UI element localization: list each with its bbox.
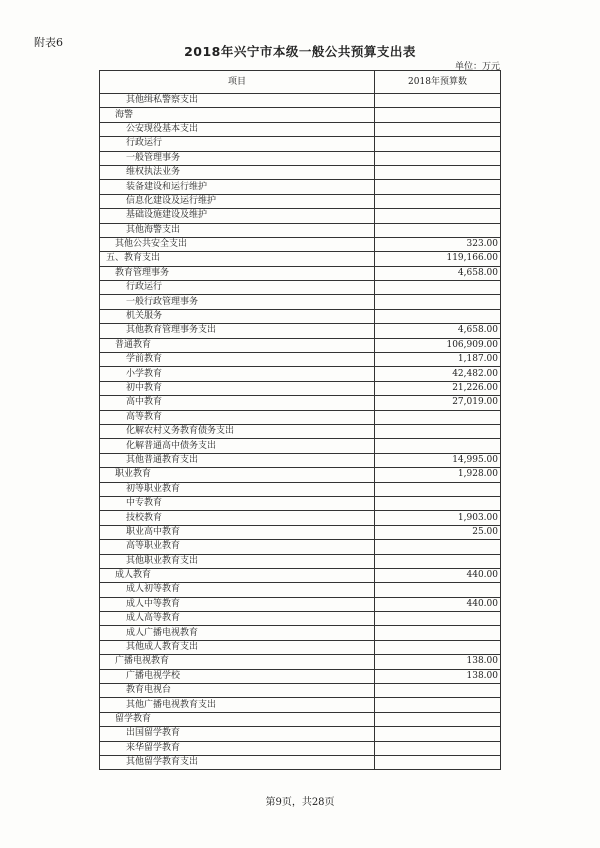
row-item-name: 其他缉私警察支出 (100, 94, 375, 108)
row-budget-value: 4,658.00 (375, 266, 501, 280)
row-item-name: 其他职业教育支出 (100, 554, 375, 568)
row-budget-value: 323.00 (375, 237, 501, 251)
table-row (100, 367, 501, 381)
row-item-name: 教育电视台 (100, 684, 375, 698)
table-row (100, 468, 501, 482)
row-item-name: 普通教育 (100, 338, 375, 352)
row-item-name: 行政运行 (100, 137, 375, 151)
row-item-name: 高等教育 (100, 410, 375, 424)
row-budget-value: 138.00 (375, 669, 501, 683)
table-row (100, 640, 501, 654)
row-budget-value: 138.00 (375, 655, 501, 669)
row-budget-value (375, 180, 501, 194)
row-item-name: 其他成人教育支出 (100, 640, 375, 654)
row-budget-value (375, 684, 501, 698)
row-budget-value (375, 540, 501, 554)
table-row (100, 727, 501, 741)
row-item-name: 小学教育 (100, 367, 375, 381)
table-row (100, 583, 501, 597)
column-header-item: 项目 (100, 71, 375, 94)
row-budget-value (375, 281, 501, 295)
row-budget-value (375, 424, 501, 438)
row-item-name: 技校教育 (100, 511, 375, 525)
row-budget-value (375, 626, 501, 640)
row-item-name: 职业教育 (100, 468, 375, 482)
row-item-name: 高等职业教育 (100, 540, 375, 554)
table-row (100, 237, 501, 251)
row-budget-value (375, 496, 501, 510)
table-row (100, 353, 501, 367)
row-item-name: 其他公共安全支出 (100, 237, 375, 251)
table-row (100, 655, 501, 669)
row-item-name: 其他广播电视教育支出 (100, 698, 375, 712)
table-row (100, 568, 501, 582)
row-budget-value: 119,166.00 (375, 252, 501, 266)
table-row (100, 755, 501, 769)
table-row (100, 453, 501, 467)
table-row (100, 410, 501, 424)
row-budget-value (375, 137, 501, 151)
row-budget-value (375, 482, 501, 496)
row-item-name: 其他海警支出 (100, 223, 375, 237)
table-row (100, 525, 501, 539)
row-budget-value (375, 410, 501, 424)
row-item-name: 初中教育 (100, 381, 375, 395)
table-row (100, 439, 501, 453)
row-budget-value (375, 698, 501, 712)
row-budget-value (375, 122, 501, 136)
row-budget-value (375, 223, 501, 237)
table-row (100, 424, 501, 438)
table-row (100, 151, 501, 165)
row-item-name: 一般行政管理事务 (100, 295, 375, 309)
row-item-name: 行政运行 (100, 281, 375, 295)
table-row (100, 612, 501, 626)
row-budget-value (375, 727, 501, 741)
table-row (100, 338, 501, 352)
row-item-name: 机关服务 (100, 309, 375, 323)
row-item-name: 化解普通高中债务支出 (100, 439, 375, 453)
row-item-name: 化解农村义务教育债务支出 (100, 424, 375, 438)
table-row (100, 223, 501, 237)
row-budget-value (375, 209, 501, 223)
row-budget-value (375, 295, 501, 309)
row-budget-value (375, 94, 501, 108)
row-budget-value: 1,187.00 (375, 353, 501, 367)
row-item-name: 五、教育支出 (100, 252, 375, 266)
table-row (100, 626, 501, 640)
table-row (100, 540, 501, 554)
row-budget-value (375, 583, 501, 597)
row-budget-value: 440.00 (375, 597, 501, 611)
row-item-name: 来华留学教育 (100, 741, 375, 755)
budget-table (99, 70, 501, 770)
row-item-name: 出国留学教育 (100, 727, 375, 741)
page-number: 第9页，共28页 (265, 797, 335, 808)
row-budget-value (375, 194, 501, 208)
row-budget-value: 42,482.00 (375, 367, 501, 381)
table-row (100, 712, 501, 726)
table-row (100, 597, 501, 611)
row-budget-value (375, 554, 501, 568)
row-item-name: 广播电视教育 (100, 655, 375, 669)
table-row (100, 266, 501, 280)
row-budget-value: 1,928.00 (375, 468, 501, 482)
row-item-name: 装备建设和运行维护 (100, 180, 375, 194)
row-item-name: 成人中等教育 (100, 597, 375, 611)
row-budget-value (375, 165, 501, 179)
row-budget-value: 14,995.00 (375, 453, 501, 467)
row-item-name: 学前教育 (100, 353, 375, 367)
row-budget-value (375, 640, 501, 654)
row-item-name: 初等职业教育 (100, 482, 375, 496)
row-item-name: 一般管理事务 (100, 151, 375, 165)
table-row (100, 496, 501, 510)
row-budget-value: 4,658.00 (375, 324, 501, 338)
row-budget-value: 25.00 (375, 525, 501, 539)
row-budget-value: 106,909.00 (375, 338, 501, 352)
row-item-name: 成人教育 (100, 568, 375, 582)
row-item-name: 基础设施建设及维护 (100, 209, 375, 223)
attachment-label: 附表6 (34, 36, 63, 49)
table-row (100, 252, 501, 266)
table-row (100, 741, 501, 755)
row-budget-value: 1,903.00 (375, 511, 501, 525)
table-row (100, 180, 501, 194)
table-row (100, 482, 501, 496)
row-budget-value: 440.00 (375, 568, 501, 582)
row-item-name: 信息化建设及运行维护 (100, 194, 375, 208)
table-row (100, 396, 501, 410)
table-row (100, 137, 501, 151)
row-item-name: 维权执法业务 (100, 165, 375, 179)
table-row (100, 554, 501, 568)
row-budget-value: 27,019.00 (375, 396, 501, 410)
table-row (100, 165, 501, 179)
row-item-name: 其他留学教育支出 (100, 755, 375, 769)
table-row (100, 511, 501, 525)
row-item-name: 公安现役基本支出 (100, 122, 375, 136)
row-item-name: 成人高等教育 (100, 612, 375, 626)
table-row (100, 94, 501, 108)
table-row (100, 698, 501, 712)
row-item-name: 留学教育 (100, 712, 375, 726)
unit-label: 单位：万元 (454, 62, 500, 72)
table-row (100, 381, 501, 395)
row-item-name: 广播电视学校 (100, 669, 375, 683)
page-title: 2018年兴宁市本级一般公共预算支出表 (184, 44, 416, 59)
row-budget-value (375, 612, 501, 626)
row-budget-value (375, 439, 501, 453)
row-item-name: 职业高中教育 (100, 525, 375, 539)
row-budget-value (375, 741, 501, 755)
row-item-name: 成人广播电视教育 (100, 626, 375, 640)
table-row (100, 122, 501, 136)
row-budget-value (375, 755, 501, 769)
column-header-budget: 2018年预算数 (375, 71, 501, 94)
row-budget-value (375, 712, 501, 726)
table-row (100, 194, 501, 208)
table-row (100, 684, 501, 698)
table-header-row (100, 71, 501, 94)
table-row (100, 324, 501, 338)
row-item-name: 高中教育 (100, 396, 375, 410)
row-item-name: 教育管理事务 (100, 266, 375, 280)
table-row (100, 309, 501, 323)
table-row (100, 281, 501, 295)
row-budget-value: 21,226.00 (375, 381, 501, 395)
row-item-name: 成人初等教育 (100, 583, 375, 597)
table-row (100, 108, 501, 122)
row-budget-value (375, 309, 501, 323)
table-row (100, 295, 501, 309)
row-budget-value (375, 108, 501, 122)
table-row (100, 209, 501, 223)
row-item-name: 海警 (100, 108, 375, 122)
row-item-name: 其他教育管理事务支出 (100, 324, 375, 338)
row-item-name: 其他普通教育支出 (100, 453, 375, 467)
table-row (100, 669, 501, 683)
row-budget-value (375, 151, 501, 165)
row-item-name: 中专教育 (100, 496, 375, 510)
